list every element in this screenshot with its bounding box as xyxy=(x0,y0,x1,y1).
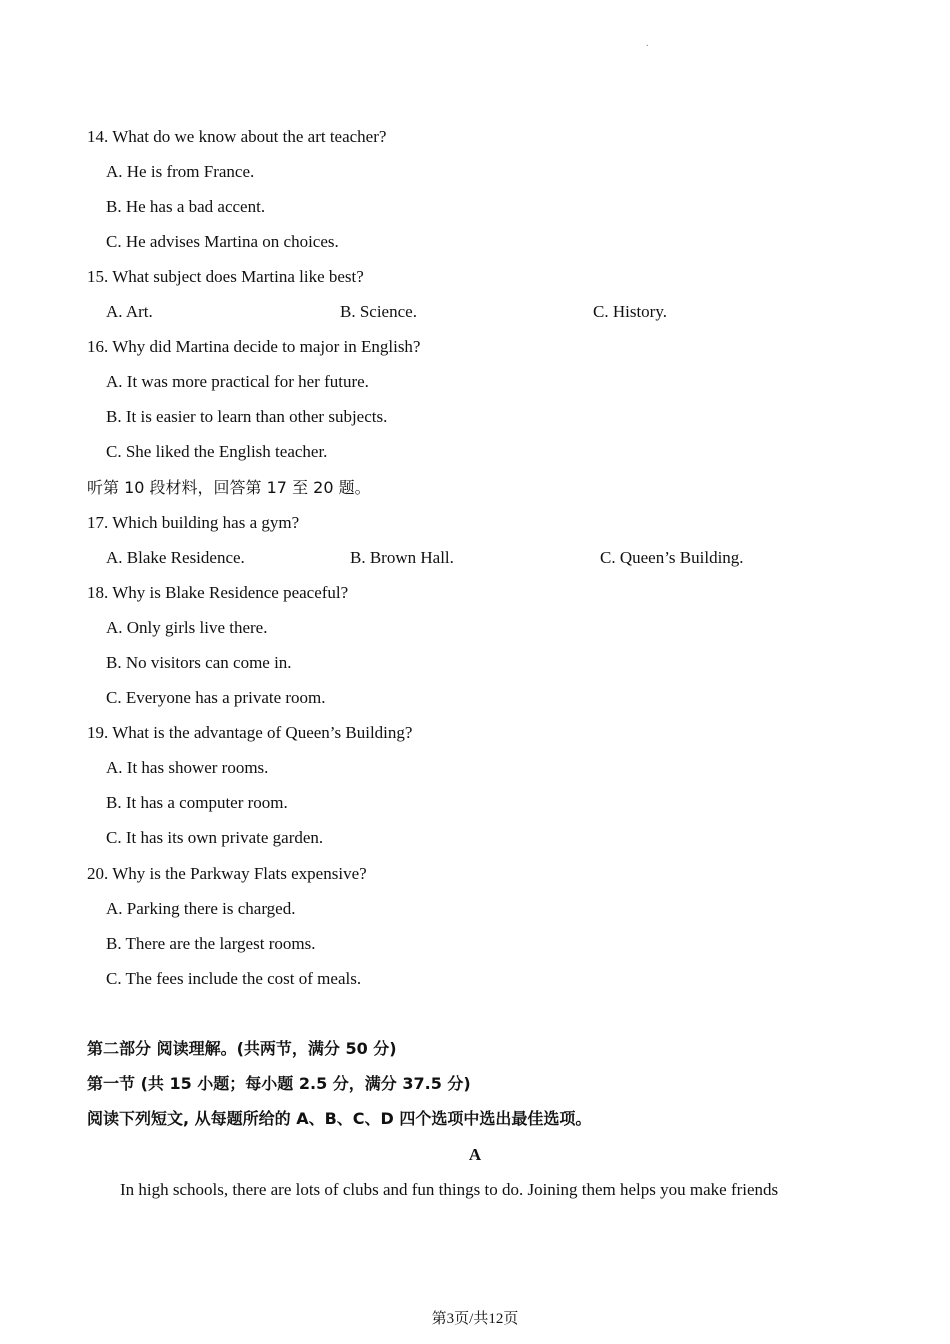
question-20-option-b: B. There are the largest rooms. xyxy=(106,934,316,953)
question-20-stem: 20. Why is the Parkway Flats expensive? xyxy=(87,864,367,883)
question-18-stem: 18. Why is Blake Residence peaceful? xyxy=(87,583,349,602)
question-14-option-c: C. He advises Martina on choices. xyxy=(106,232,339,251)
listening-instruction: 听第 10 段材料，回答第 17 至 20 题。 xyxy=(87,478,371,497)
question-14-option-a: A. He is from France. xyxy=(106,162,255,181)
question-14-stem: 14. What do we know about the art teacher? xyxy=(87,127,387,146)
question-20-option-a: A. Parking there is charged. xyxy=(106,899,296,918)
question-15-option-b: B. Science. xyxy=(340,302,417,321)
page-footer: 第3页/共12页 xyxy=(431,1311,519,1327)
question-14-option-b: B. He has a bad accent. xyxy=(106,197,266,216)
question-19-option-b: B. It has a computer room. xyxy=(106,793,288,812)
question-15-option-a: A. Art. xyxy=(106,302,153,321)
question-17-stem: 17. Which building has a gym? xyxy=(87,513,300,532)
question-18-option-b: B. No visitors can come in. xyxy=(106,653,292,672)
question-17-option-a: A. Blake Residence. xyxy=(106,548,245,567)
passage-first-line: In high schools, there are lots of clubs and fun things to do. Joining them helps you make friends xyxy=(120,1180,779,1199)
question-16-stem: 16. Why did Martina decide to major in English? xyxy=(87,337,421,356)
question-19-stem: 19. What is the advantage of Queen’s Building? xyxy=(87,723,413,742)
question-18-option-a: A. Only girls live there. xyxy=(106,618,268,637)
question-19-option-c: C. It has its own private garden. xyxy=(106,828,324,847)
question-16-option-a: A. It was more practical for her future. xyxy=(106,372,369,391)
question-16-option-c: C. She liked the English teacher. xyxy=(106,442,328,461)
reading-instruction: 阅读下列短文, 从每题所给的 A、B、C、D 四个选项中选出最佳选项。 xyxy=(87,1109,592,1128)
part-two-heading: 第二部分 阅读理解。(共两节，满分 50 分) xyxy=(87,1039,397,1058)
question-17-option-c: C. Queen’s Building. xyxy=(600,548,744,567)
question-16-option-b: B. It is easier to learn than other subjects. xyxy=(106,407,388,426)
section-one-heading: 第一节 (共 15 小题；每小题 2.5 分，满分 37.5 分) xyxy=(87,1074,471,1093)
question-17-option-b: B. Brown Hall. xyxy=(350,548,454,567)
question-15-option-c: C. History. xyxy=(593,302,667,321)
question-18-option-c: C. Everyone has a private room. xyxy=(106,688,326,707)
question-15-stem: 15. What subject does Martina like best? xyxy=(87,267,364,286)
passage-label: A xyxy=(468,1145,482,1164)
header-mark: . xyxy=(646,38,649,49)
question-19-option-a: A. It has shower rooms. xyxy=(106,758,269,777)
question-20-option-c: C. The fees include the cost of meals. xyxy=(106,969,362,988)
